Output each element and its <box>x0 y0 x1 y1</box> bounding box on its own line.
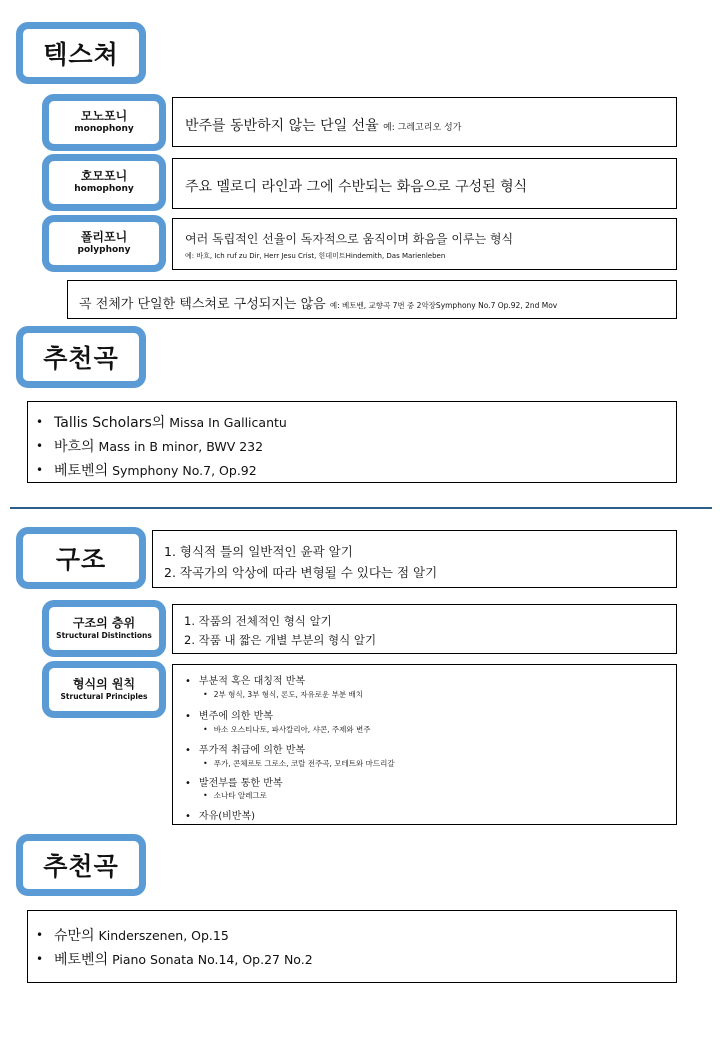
monophony-desc: 반주를 동반하지 않는 단일 선율 <box>185 118 379 134</box>
polyphony-example: 예: 바흐, Ich ruf zu Dir, Herr Jesu Crist, 힌데미트Hindemith, Das Marienleben <box>185 252 446 260</box>
recommend-1-item-1-ko: Tallis Scholars의 <box>54 415 166 431</box>
recommend-1-item <box>28 435 287 459</box>
polyphony-en: polyphony <box>77 245 131 256</box>
recommend-1-item-3-en: Symphony No.7, Op.92 <box>108 463 257 478</box>
polyphony-tag <box>42 215 166 272</box>
recommend-1-item-2-ko: 바흐의 <box>54 439 95 455</box>
principle-3-sub: • 푸가, 콘체르토 그로소, 코랄 전주곡, 모테트와 마드리갈 <box>203 758 395 769</box>
structural-principles-ko: 형식의 원칙 <box>72 677 136 692</box>
principle-3: • 푸가적 취급에 의한 반복 <box>185 741 305 756</box>
recommend-1-item-2-en: Mass in B minor, BWV 232 <box>94 439 264 454</box>
polyphony-ko: 폴리포니 <box>80 230 128 245</box>
recommend-2-item-1-en: Kinderszenen, Op.15 <box>94 928 229 943</box>
section-divider <box>10 507 712 509</box>
recommend-1-item <box>28 411 287 435</box>
monophony-desc-box <box>172 97 677 147</box>
structural-principles-tag <box>42 661 166 718</box>
principle-2: • 변주에 의한 반복 <box>185 707 273 722</box>
recommend-2-item-1-ko: 슈만의 <box>54 928 95 944</box>
homophony-desc: 주요 멜로디 라인과 그에 수반되는 화음으로 구성된 형식 <box>185 179 528 195</box>
recommend-2-item <box>28 948 313 972</box>
texture-heading: 텍스쳐 <box>16 22 146 84</box>
homophony-tag <box>42 154 166 211</box>
recommend-heading-2: 추천곡 <box>16 834 146 896</box>
monophony-example: 예: 그레고리오 성가 <box>383 123 462 133</box>
recommend-2-item-2-en: Piano Sonata No.14, Op.27 No.2 <box>108 952 313 967</box>
monophony-ko: 모노포니 <box>80 109 128 124</box>
principle-1: • 부분적 혹은 대칭적 반복 <box>185 672 305 687</box>
structural-distinctions-box <box>172 604 677 654</box>
distinction-point-2: 2. 작품 내 짧은 개별 부분의 형식 알기 <box>184 633 377 647</box>
structural-distinctions-ko: 구조의 층위 <box>72 616 136 631</box>
recommend-1-item-3-ko: 베토벤의 <box>54 463 109 479</box>
principle-1-sub: • 2부 형식, 3부 형식, 론도, 자유로운 부분 배치 <box>203 689 363 700</box>
principle-2-sub: • 바소 오스티나토, 파사칼리아, 샤콘, 주제와 변주 <box>203 724 370 735</box>
recommend-list-2 <box>27 910 677 983</box>
homophony-en: homophony <box>74 184 134 195</box>
structural-distinctions-en: Structural Distinctions <box>56 631 152 641</box>
recommend-1-item <box>28 459 287 483</box>
principle-4-sub: • 소나타 알레그로 <box>203 790 267 801</box>
texture-note-example: 예: 베토벤, 교향곡 7번 중 2악장Symphony No.7 Op.92, 2nd Mov <box>329 301 558 310</box>
distinction-point-1: 1. 작품의 전체적인 형식 알기 <box>184 614 332 628</box>
homophony-ko: 호모포니 <box>80 169 128 184</box>
texture-note: 곡 전체가 단일한 텍스쳐로 구성되지는 않음 <box>79 297 326 312</box>
structure-point-2: 2. 작곡가의 악상에 따라 변형될 수 있다는 점 알기 <box>164 565 438 580</box>
recommend-list-1 <box>27 401 677 483</box>
structure-point-1: 1. 형식적 틀의 일반적인 윤곽 알기 <box>164 544 353 559</box>
monophony-en: monophony <box>74 124 134 135</box>
principle-4: • 발전부를 통한 반복 <box>185 774 283 789</box>
texture-note-box <box>67 280 677 319</box>
principle-5: • 자유(비반복) <box>185 807 255 822</box>
recommend-heading-1: 추천곡 <box>16 326 146 388</box>
polyphony-desc: 여러 독립적인 선율이 독자적으로 움직이며 화음을 이루는 형식 <box>185 232 514 246</box>
recommend-2-item <box>28 924 313 948</box>
monophony-tag <box>42 94 166 151</box>
structure-points-box <box>152 530 677 588</box>
polyphony-desc-box <box>172 218 677 270</box>
recommend-2-item-2-ko: 베토벤의 <box>54 952 109 968</box>
homophony-desc-box <box>172 158 677 209</box>
structure-heading: 구조 <box>16 527 146 589</box>
structural-principles-box <box>172 664 677 825</box>
recommend-1-item-1-en: Missa In Gallicantu <box>165 415 287 430</box>
structural-distinctions-tag <box>42 600 166 657</box>
structural-principles-en: Structural Principles <box>60 692 148 702</box>
